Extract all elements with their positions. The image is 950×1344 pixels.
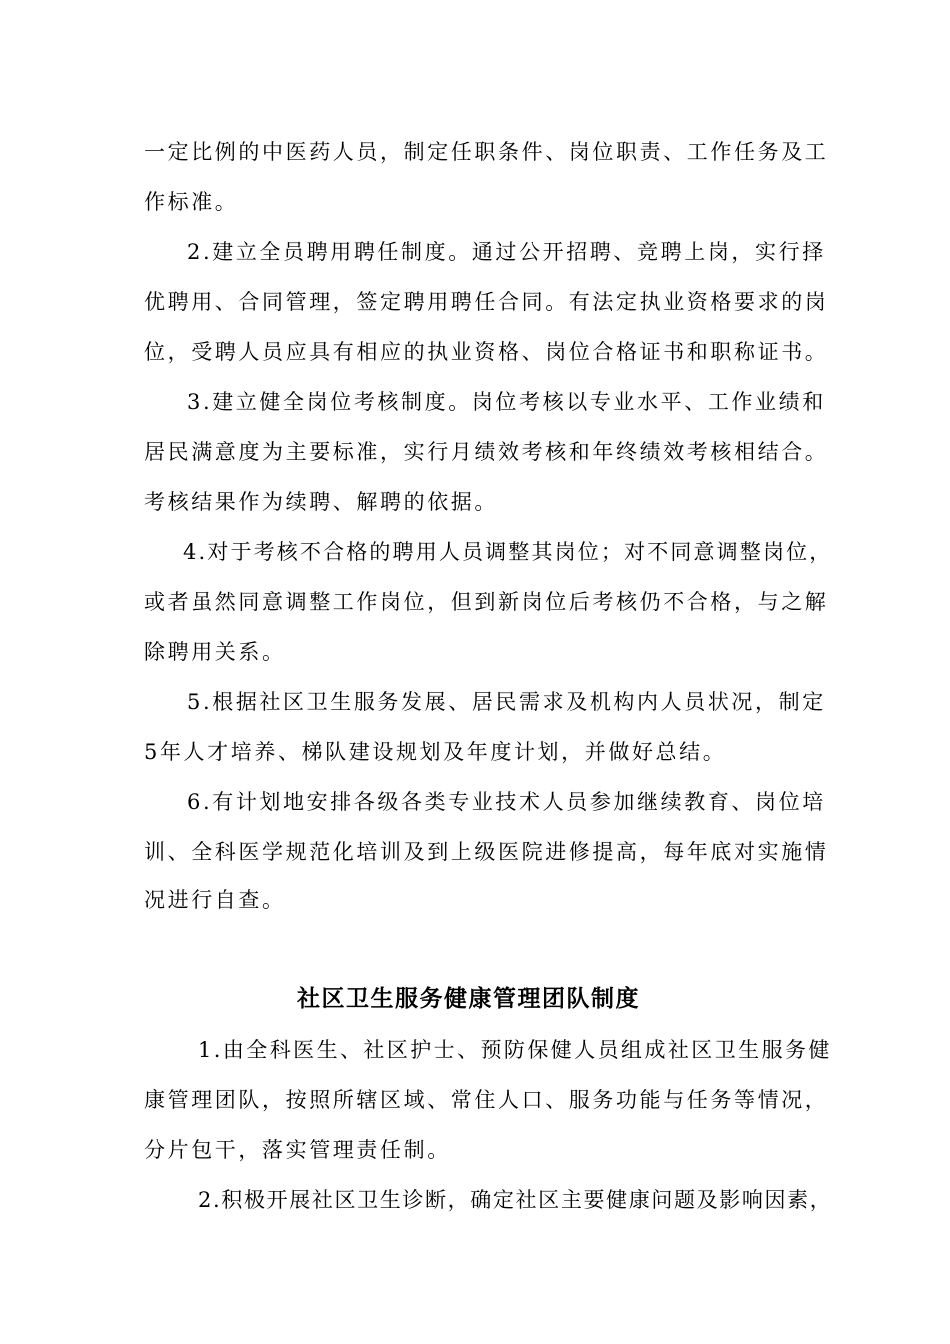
- paragraph-line: 5年人才培养、梯队建设规划及年度计划，并做好总结。: [144, 740, 727, 764]
- paragraph-line: 或者虽然同意调整工作岗位，但到新岗位后考核仍不合格，与之解: [144, 590, 829, 614]
- paragraph-line: 2.积极开展社区卫生诊断，确定社区主要健康问题及影响因素，: [198, 1188, 833, 1212]
- paragraph-line: 3.建立健全岗位考核制度。岗位考核以专业水平、工作业绩和: [187, 390, 826, 414]
- paragraph-line: 一定比例的中医药人员，制定任职条件、岗位职责、工作任务及工: [144, 140, 829, 164]
- paragraph-line: 2.建立全员聘用聘任制度。通过公开招聘、竞聘上岗，实行择: [187, 240, 826, 264]
- paragraph-line: 训、全科医学规范化培训及到上级医院进修提高，每年底对实施情: [144, 840, 829, 864]
- paragraph-line: 位，受聘人员应具有相应的执业资格、岗位合格证书和职称证书。: [144, 340, 829, 364]
- paragraph-line: 6.有计划地安排各级各类专业技术人员参加继续教育、岗位培: [187, 790, 826, 814]
- paragraph-line: 优聘用、合同管理，签定聘用聘任合同。有法定执业资格要求的岗: [144, 290, 829, 314]
- paragraph-line: 况进行自查。: [144, 888, 286, 912]
- paragraph-line: 除聘用关系。: [144, 640, 286, 664]
- paragraph-line: 考核结果作为续聘、解聘的依据。: [144, 490, 498, 514]
- paragraph-line: 5.根据社区卫生服务发展、居民需求及机构内人员状况，制定: [187, 690, 826, 714]
- paragraph-line: 作标准。: [144, 190, 239, 214]
- paragraph-line: 居民满意度为主要标准，实行月绩效考核和年终绩效考核相结合。: [144, 440, 829, 464]
- paragraph-line: 1.由全科医生、社区护士、预防保健人员组成社区卫生服务健: [198, 1038, 832, 1062]
- paragraph-line: 分片包干，落实管理责任制。: [144, 1138, 451, 1162]
- paragraph-line: 4.对于考核不合格的聘用人员调整其岗位；对不同意调整岗位，: [183, 540, 833, 564]
- section-title: 社区卫生服务健康管理团队制度: [297, 985, 640, 1012]
- paragraph-line: 康管理团队，按照所辖区域、常住人口、服务功能与任务等情况，: [144, 1088, 829, 1112]
